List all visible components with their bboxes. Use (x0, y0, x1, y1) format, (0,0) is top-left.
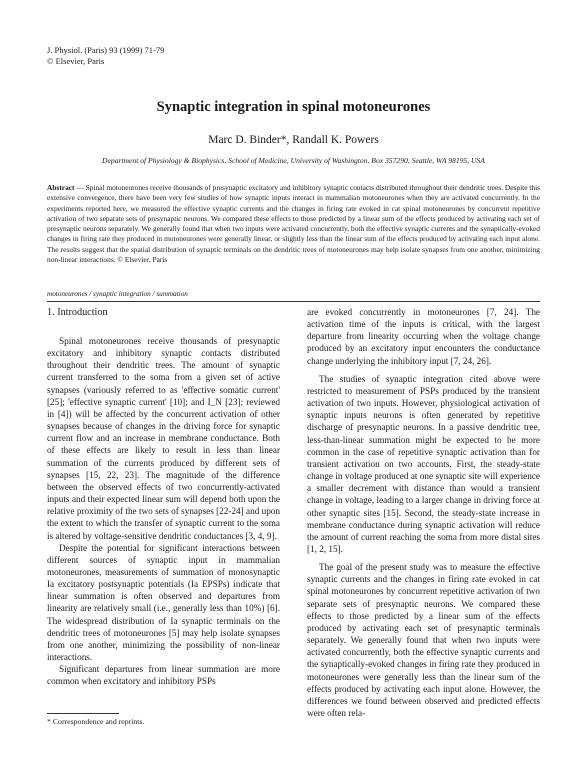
abstract (47, 183, 540, 265)
abstract-text: — Spinal motoneurones receive thousands of presynaptic excitatory and inhibitory synaptic contacts distributed throughout their dendritic trees. Despite this extensive convergence, there have been very few studies of how synaptic inputs interact in mammalian motoneurones when they are activated concurrently. In the experiments reported here, we measured the effective synaptic currents and the changes in firing rate evoked in cat spinal motoneurones by concurrent repetitive activation of two separate sets of presynaptic neurons. We compared these effects to those predicted by a linear sum of the effects produced by activating each set of presynaptic neurons separately. We generally found that when two inputs were activated concurrently, both the effective synaptic currents and the synaptically-evoked changes in firing rate they produced in motoneurones were generally linear, or slightly less than the linear sum of the effects produced by activating each input alone. The results suggest that the spatial distribution of synaptic terminals on the dendritic trees of motoneurones may help isolate synapses from one another, minimizing non-linear interactions. © Elsevier, Paris (47, 183, 541, 265)
section-divider (47, 301, 540, 302)
paper-title: Synaptic integration in spinal motoneurones (156, 99, 431, 115)
journal-citation (47, 45, 164, 67)
journal-volume-line: J. Physiol. (Paris) 93 (1999) 71-79 (47, 45, 165, 55)
intro-paragraph-4: The studies of synaptic integration cited above were restricted to measurement of PSPs produced by the transient activation of two inputs. However, physiological activation of synaptic inputs neurons is often generated by repetitive discharge of presynaptic neurons. In a passive dendritic tree, less-than-linear summation might be expected to be more common in the case of repetitive synaptic activation than for transient activation on two accounts. First, the steady-state change in voltage produced at one synaptic site will experience a smaller decrement with distance than would a transient change in voltage, leading to a larger change in driving force at other synaptic sites [15]. Second, the steady-state increase in membrane conductance during synaptic activation will reduce the amount of current reaching the soma from more distal sites [1, 2, 15]. (307, 373, 540, 554)
intro-paragraph-3: Significant departures from linear summation are more common when excitatory and inhibitory PSPs (47, 664, 280, 687)
intro-paragraph-5: The goal of the present study was to measure the effective synaptic currents and the changes in firing rate evoked in cat spinal motoneurones by concurrent repetitive activation of two separate sets of presynaptic neurons. We compared these effects to those predicted by a linear sum of the effects produced by activating each set of presynaptic terminals separately. We generally found that when two inputs were activated concurrently, both the effective synaptic currents and the synaptically-evoked changes in firing rate they produced in motoneurones were generally less than the linear sum of the effects produced by activating each input alone. However, the differences we found between observed and predicted effects were often rela- (307, 562, 540, 718)
author-affiliation: Department of Physiology & Biophysics, School of Medicine, University of Washington, Box 357290, Seattle, WA 98195, USA (102, 156, 485, 165)
intro-paragraph-2: Despite the potential for significant interactions between different sources of synaptic input in mammalian motoneurones, measurements of summation of monosynaptic Ia excitatory postsynaptic potentials (Ia EPSPs) indicate that linear summation is often observed and departures from linearity are relatively small (i.e., generally less than 10%) [6]. The widespread distribution of Ia synaptic terminals on the dendritic trees of motoneurones [5] may help isolate synapses from one another, minimizing the possibility of non-linear interactions. (47, 542, 280, 663)
section-heading-introduction: 1. Introduction (47, 307, 108, 318)
paper-authors: Marc D. Binder*, Randall K. Powers (208, 134, 379, 146)
intro-paragraph-1: Spinal motoneurones receive thousands of presynaptic excitatory and inhibitory synaptic contacts distributed throughout their dendritic trees. The amount of synaptic current transferred to the soma from a given set of active synapses (variously referred to as 'effective somatic current' [25]; 'effective synaptic current' [10]; and I_N [23]; reviewed in [4]) will be affected by the concurrent activation of other synapses because of changes in the driving force for synaptic current flow and an increase in membrane conductance. Both of these effects are likely to result in less than linear summation of the currents produced by different sets of synapses [15, 22, 23]. The magnitude of the difference between the observed effects of two concurrently-activated inputs and their expected linear sum will depend both upon the relative proximity of the two sets of synapses [22-24] and upon the extent to which the transfer of synaptic current to the soma is altered by voltage-sensitive dendritic conductances [3, 4, 9]. (47, 336, 280, 541)
left-column (47, 306, 280, 688)
copyright-line: © Elsevier, Paris (47, 56, 105, 66)
abstract-label: Abstract (47, 183, 75, 192)
intro-paragraph-3-continued: are evoked concurrently in motoneurones [7, 24]. The activation time of the inputs is critical, with the largest departure from linearity occurring when the voltage change produced by an excitatory input encounters the conductance change underlying the inhibitory input [7, 24, 26]. (307, 307, 540, 366)
footnote-divider (47, 713, 119, 714)
keywords: motoneurones / synaptic integration / summation (47, 290, 188, 298)
right-column (307, 306, 540, 719)
footnote-correspondence: * Correspondence and reprints. (47, 717, 145, 726)
